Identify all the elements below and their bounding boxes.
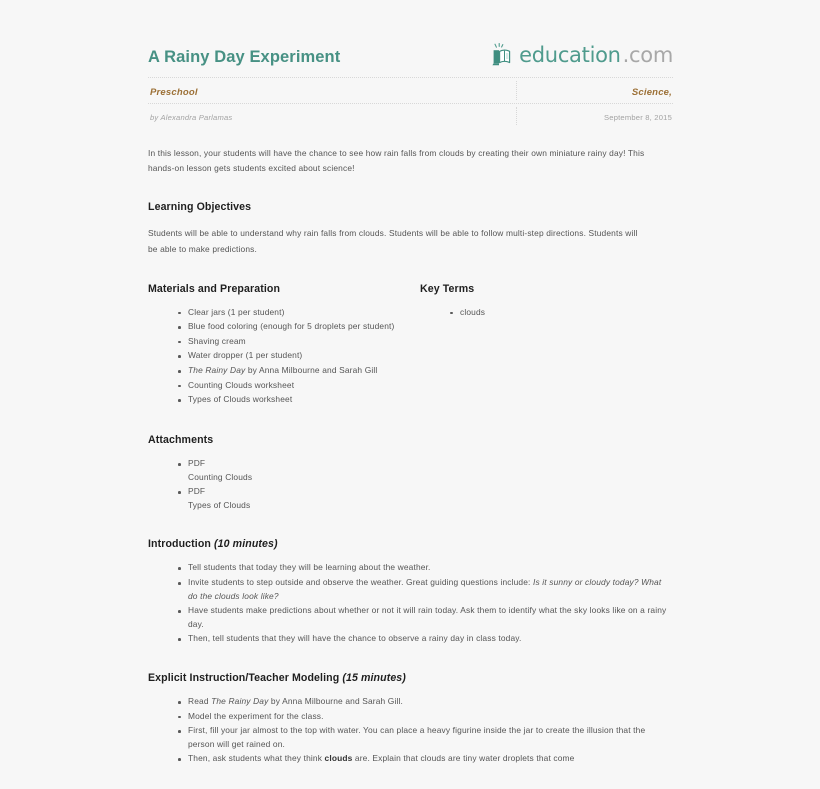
- learning-objectives-body: Students will be able to understand why rain falls from clouds. Students will be able to follow multi-step directions. Students will be able to make predictions.: [148, 228, 638, 254]
- attachment-type: PDF: [188, 486, 206, 497]
- section-heading-learning-objectives: Learning Objectives: [148, 201, 252, 214]
- list-item: Types of Clouds worksheet: [178, 393, 420, 407]
- lead-paragraph: In this lesson, your students will have the chance to see how rain falls from clouds by creating their own miniature rainy day! This hands-on lesson gets students excited about science!: [148, 148, 645, 173]
- bullet-text-pre: Read: [188, 696, 212, 707]
- attachments-list: [148, 457, 673, 512]
- list-item: [178, 576, 673, 603]
- introduction-list: [148, 561, 673, 646]
- explicit-instruction-duration: (15 minutes): [342, 672, 406, 685]
- list-item[interactable]: [178, 457, 673, 484]
- open-book-icon: [491, 43, 517, 67]
- section-heading-attachments: Attachments: [148, 433, 214, 446]
- introduction-duration: (10 minutes): [214, 538, 278, 551]
- materials-column: [148, 257, 420, 408]
- list-item: [178, 364, 420, 378]
- byline-row: [148, 104, 673, 128]
- list-item: Then, tell students that they will have the chance to observe a rainy day in class today.: [178, 632, 673, 646]
- section-heading-materials: Materials and Preparation: [148, 282, 281, 295]
- meta-row: [148, 78, 673, 103]
- author-name: by Alexandra Parlamas: [150, 113, 233, 122]
- key-terms-column: [420, 257, 673, 321]
- bullet-text-post: are. Explain that clouds are tiny water droplets that come: [352, 753, 575, 764]
- explicit-instruction-list: [148, 695, 673, 766]
- meta-subject-cell: [518, 82, 673, 100]
- list-item: Shaving cream: [178, 335, 420, 349]
- key-terms-list: [420, 306, 673, 320]
- section-heading-introduction: [148, 538, 673, 550]
- list-item: [178, 752, 673, 766]
- lesson-plan-page: [148, 0, 673, 789]
- materials-key-terms-row: [148, 257, 673, 408]
- list-item: [178, 695, 673, 709]
- title-row: [148, 43, 673, 77]
- section-heading-explicit-instruction: [148, 672, 673, 684]
- book-authors: by Anna Milbourne and Sarah Gill: [245, 365, 378, 376]
- bullet-text-post: by Anna Milbourne and Sarah Gill.: [268, 696, 403, 707]
- attachment-name[interactable]: Types of Clouds: [188, 499, 251, 510]
- bullet-text-pre: Invite students to step outside and observe the weather. Great guiding questions include:: [188, 576, 533, 587]
- explicit-instruction-heading-text: Explicit Instruction/Teacher Modeling: [148, 672, 340, 685]
- document-header: [148, 0, 673, 128]
- byline-author-cell: [148, 107, 516, 125]
- subject[interactable]: Science,: [631, 86, 672, 98]
- introduction-heading-text: Introduction: [148, 538, 211, 551]
- list-item: Tell students that today they will be learning about the weather.: [178, 561, 673, 575]
- grade-level[interactable]: Preschool: [150, 86, 198, 98]
- list-item[interactable]: [178, 485, 673, 512]
- list-item: Model the experiment for the class.: [178, 710, 673, 724]
- meta-grade-cell: [148, 82, 516, 100]
- section-heading-key-terms: Key Terms: [420, 282, 475, 295]
- byline-date-cell: [518, 107, 673, 125]
- attachment-type: PDF: [188, 457, 206, 468]
- list-item: clouds: [450, 306, 673, 320]
- bullet-text-pre: Then, ask students what they think: [188, 753, 325, 764]
- guiding-questions: Is it sunny or cloudy today? What do the clouds look like?: [188, 576, 662, 601]
- education-dot-com-logo[interactable]: [491, 43, 673, 67]
- brand-word: education: [519, 42, 621, 67]
- key-term-clouds: clouds: [324, 753, 353, 764]
- list-item: Counting Clouds worksheet: [178, 379, 420, 393]
- list-item: Have students make predictions about whether or not it will rain today. Ask them to identify what the sky looks like on a rainy day.: [178, 604, 673, 631]
- materials-list: [148, 306, 420, 407]
- brand-tld: .com: [622, 42, 673, 67]
- list-item: Clear jars (1 per student): [178, 306, 420, 320]
- list-item: Water dropper (1 per student): [178, 349, 420, 363]
- list-item: Blue food coloring (enough for 5 droplets per student): [178, 320, 420, 334]
- book-title: The Rainy Day: [188, 365, 246, 376]
- publish-date: September 8, 2015: [604, 113, 672, 122]
- page-title: A Rainy Day Experiment: [148, 48, 341, 67]
- list-item: First, fill your jar almost to the top with water. You can place a heavy figurine inside the jar to create the illusion that the person will get rained on.: [178, 724, 673, 751]
- book-title: The Rainy Day: [211, 696, 269, 707]
- attachment-name[interactable]: Counting Clouds: [188, 471, 253, 482]
